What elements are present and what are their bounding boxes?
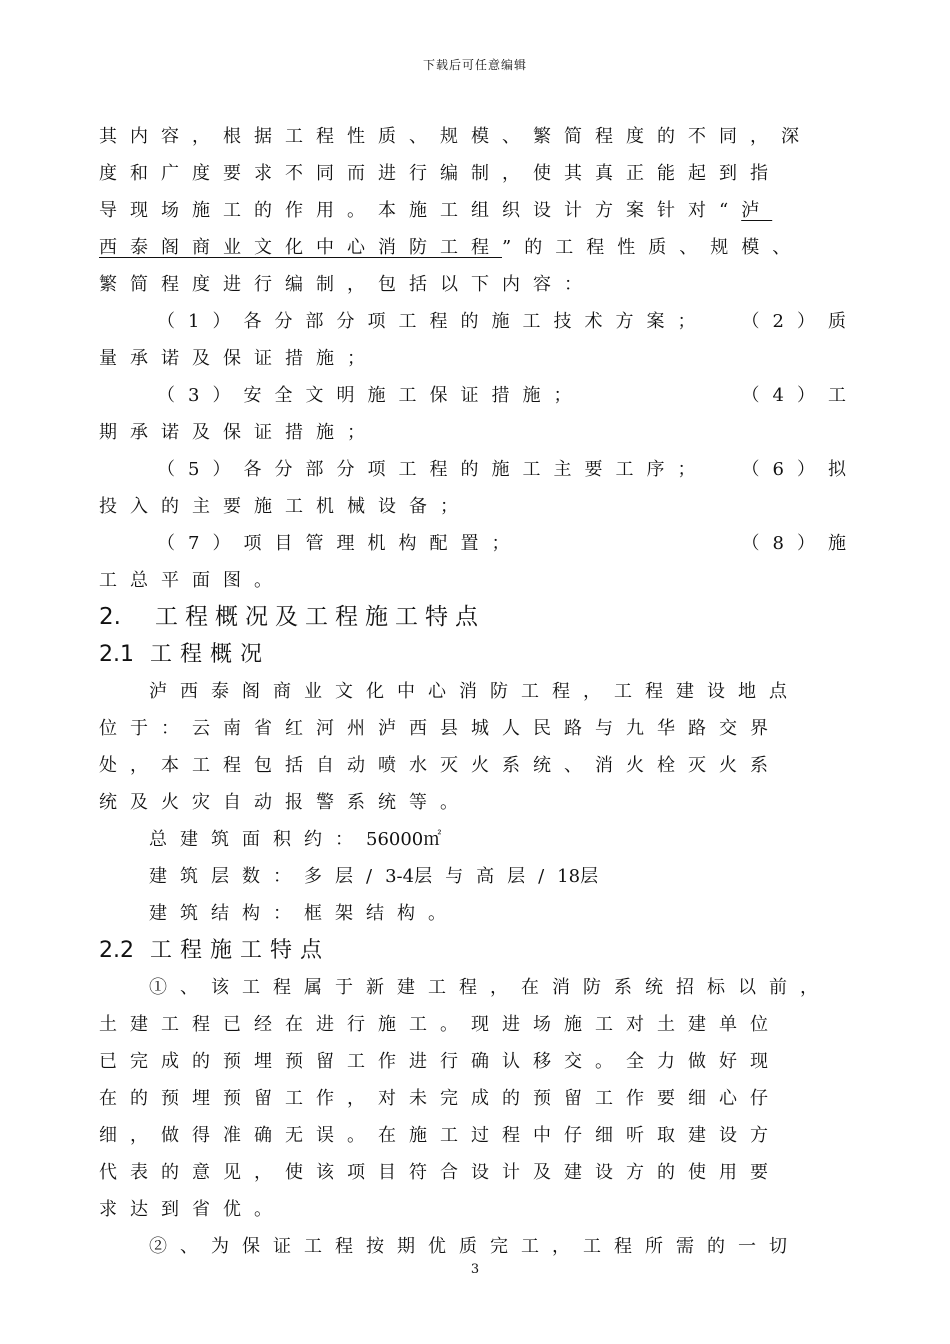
para-line: 细，做得准确无误。在施工过程中仔细听取建设方 (99, 1125, 781, 1146)
section-heading (99, 599, 859, 636)
para-line: 统及火灾自动报警系统等。 (99, 792, 471, 813)
subsection-number: 2.2 (99, 938, 134, 963)
para-line: 求达到省优。 (99, 1199, 285, 1220)
floors-value: 18 (557, 866, 581, 887)
list-item (99, 303, 859, 340)
floors-line (99, 858, 859, 895)
project-name-underlined: 泸 (741, 200, 773, 221)
para-line: ①、该工程属于新建工程，在消防系统招标以前， (149, 977, 831, 998)
list-item-text: （5）各分部分项工程的施工主要工序； (157, 459, 709, 480)
para-line: 代表的意见，使该项目符合设计及建设方的使用要 (99, 1162, 781, 1183)
document-body (99, 118, 859, 1265)
list-item-text: （1）各分部分项工程的施工技术方案； (157, 311, 709, 332)
floors-value: 3-4 (385, 866, 415, 887)
para-line (99, 229, 859, 266)
list-item (99, 377, 859, 414)
list-item-continuation: 量承诺及保证措施； (99, 348, 378, 369)
list-item-continuation: 期承诺及保证措施； (99, 422, 378, 443)
structure-line: 建筑结构：框架结构。 (149, 903, 459, 924)
area-label: 总建筑面积约： (149, 829, 366, 850)
para-line (99, 192, 859, 229)
list-item-text: （3）安全文明施工保证措施； (157, 385, 585, 406)
list-item-text: （2）质 (741, 311, 859, 332)
para-line: ②、为保证工程按期优质完工，工程所需的一切 (149, 1236, 800, 1257)
para-line: 度和广度要求不同而进行编制，使其真正能起到指 (99, 163, 781, 184)
area-value: 56000㎡ (366, 829, 442, 850)
page-header: 下载后可任意编辑 (422, 58, 527, 72)
subsection-title: 工程概况 (150, 642, 271, 667)
para-line: 在的预埋预留工作，对未完成的预留工作要细心仔 (99, 1088, 781, 1109)
section-title: 工程概况及工程施工特点 (154, 604, 485, 630)
list-item-continuation: 投入的主要施工机械设备； (99, 496, 471, 517)
page-number: 3 (470, 1262, 480, 1277)
floors-text: 层与高层/ (414, 866, 558, 887)
list-item-text: （8）施 (741, 533, 859, 554)
para-text: ”的工程性质、规模、 (502, 237, 804, 258)
list-item (99, 525, 859, 562)
list-item-text: （7）项目管理机构配置； (157, 533, 523, 554)
para-line: 其内容，根据工程性质、规模、繁简程度的不同，深 (99, 126, 812, 147)
subsection-heading (99, 636, 859, 673)
subsection-heading (99, 932, 859, 969)
para-text: 导现场施工的作用。本施工组织设计方案针对“ (99, 200, 742, 221)
para-line: 处，本工程包括自动喷水灭火系统、消火栓灭火系 (99, 755, 781, 776)
para-line: 位于：云南省红河州泸西县城人民路与九华路交界 (99, 718, 781, 739)
floors-label: 建筑层数：多层/ (149, 866, 386, 887)
project-name-underlined: 西泰阁商业文化中心消防工程 (99, 237, 502, 258)
list-item-text: （4）工 (741, 385, 859, 406)
subsection-title: 工程施工特点 (150, 938, 331, 963)
para-line: 土建工程已经在进行施工。现进场施工对土建单位 (99, 1014, 781, 1035)
list-item-text: （6）拟 (741, 459, 859, 480)
list-item-continuation: 工总平面图。 (99, 570, 285, 591)
para-line: 繁简程度进行编制，包括以下内容： (99, 274, 595, 295)
section-number: 2. (99, 604, 121, 630)
subsection-number: 2.1 (99, 642, 134, 667)
area-line (99, 821, 859, 858)
list-item (99, 451, 859, 488)
floors-text: 层 (580, 866, 612, 887)
para-line: 泸西泰阁商业文化中心消防工程，工程建设地点 (149, 681, 800, 702)
para-line: 已完成的预埋预留工作进行确认移交。全力做好现 (99, 1051, 781, 1072)
